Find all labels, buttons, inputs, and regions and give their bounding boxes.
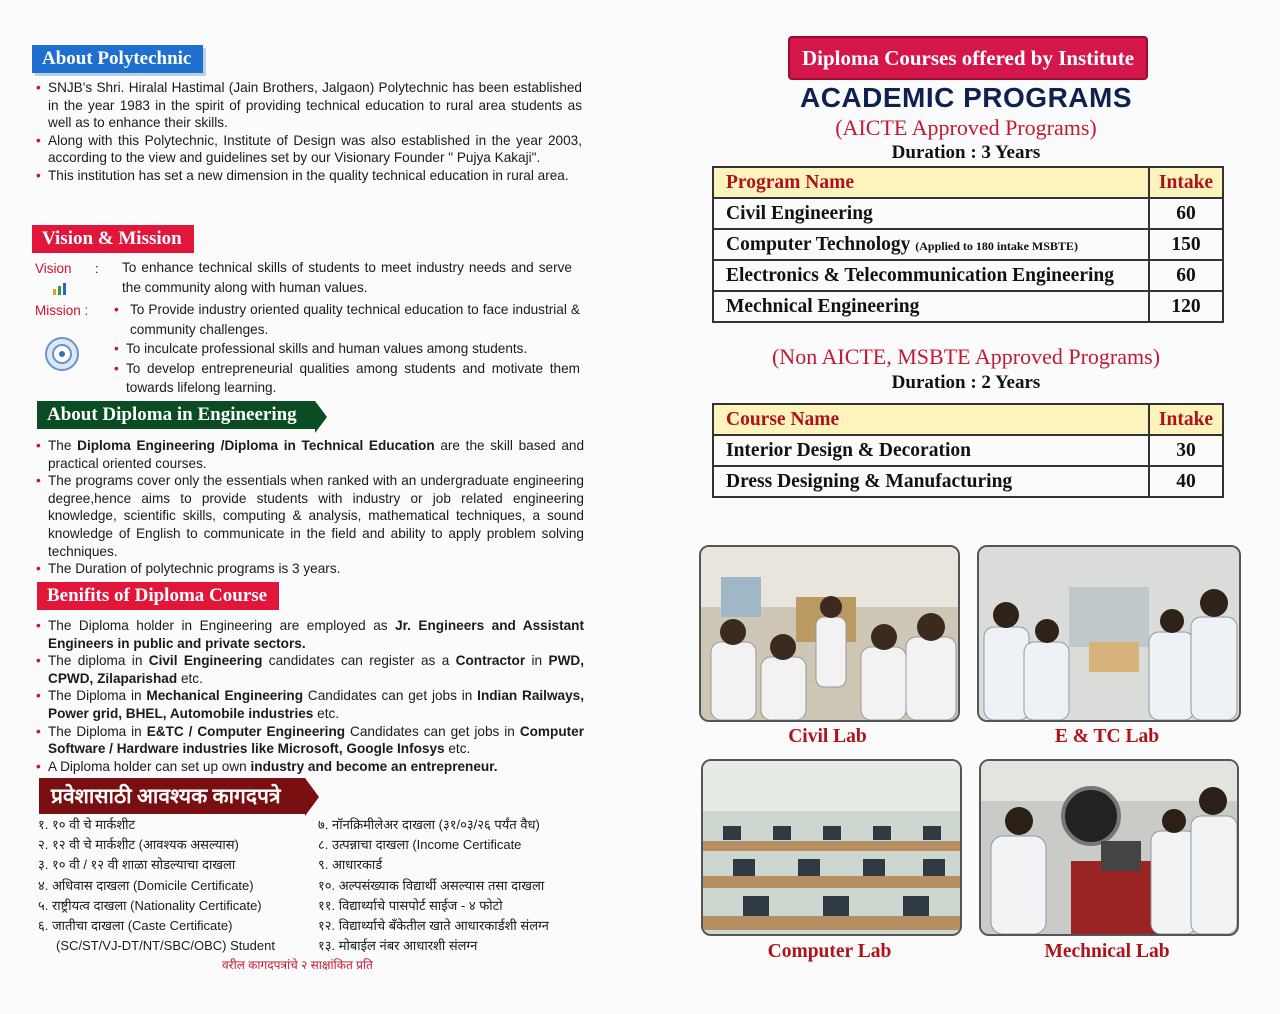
- courses-banner: Diploma Courses offered by Institute: [788, 36, 1148, 80]
- program-intake: 150: [1149, 229, 1223, 260]
- etc-lab-photo: [977, 545, 1241, 722]
- documents-heading: प्रवेशासाठी आवश्यक कागदपत्रे: [39, 778, 305, 814]
- table-row: [713, 291, 1223, 322]
- civil-lab-caption: Civil Lab: [788, 726, 867, 747]
- column-header: Course Name: [713, 404, 1149, 435]
- list-item: • A Diploma holder can set up own industry and become an entrepreneur.: [34, 758, 584, 776]
- program-name: Electronics & Telecommunication Engineering: [713, 260, 1149, 291]
- list-item: • To develop entrepreneurial qualities among students and motivate them towards lifelong learning.: [112, 359, 580, 398]
- table-header-row: [713, 167, 1223, 198]
- mechanical-lab-photo: [979, 759, 1239, 936]
- about-list: [34, 79, 582, 185]
- program-intake: 120: [1149, 291, 1223, 322]
- aicte-duration: Duration : 3 Years: [891, 142, 1041, 163]
- list-item: १०. अल्पसंख्याक विद्यार्थी असल्यास तसा दाखला: [318, 877, 545, 893]
- list-item: • The Diploma holder in Engineering are employed as Jr. Engineers and Assistant Engineers in public and private sectors.: [34, 617, 584, 652]
- table-row: [713, 260, 1223, 291]
- program-name: Computer Technology: [726, 233, 911, 255]
- list-item: • The Diploma in Mechanical Engineering Candidates can get jobs in Indian Railways, Power grid, BHEL, Automobile industries etc.: [34, 687, 584, 722]
- table-row: [713, 229, 1223, 260]
- mission-list: [112, 300, 580, 398]
- table-header-row: [713, 404, 1223, 435]
- list-item: • Along with this Polytechnic, Institute of Design was also established in the year 2003, according to the view and guidelines set by our Visionary Founder " Pujya Kakaji".: [34, 132, 582, 167]
- list-item: (SC/ST/VJ-DT/NT/SBC/OBC) Student: [38, 938, 275, 954]
- table-row: [713, 198, 1223, 229]
- table-row: [713, 466, 1223, 497]
- list-item: • The Diploma in E&TC / Computer Engineering Candidates can get jobs in Computer Software / Hardware industries like Microsoft, Google Infosys etc.: [34, 723, 584, 758]
- program-intake: 60: [1149, 198, 1223, 229]
- program-note: (Applied to 180 intake MSBTE): [915, 238, 1078, 253]
- list-item: १. १० वी चे मार्कशीट: [38, 817, 136, 832]
- list-item: • SNJB's Shri. Hiralal Hastimal (Jain Brothers, Jalgaon) Polytechnic has been established in the year 1983 in the spirit of providing technical education to rural area students as well as to enhance their skills.: [34, 79, 582, 132]
- aicte-programs-table: [712, 166, 1224, 323]
- course-intake: 40: [1149, 466, 1223, 497]
- program-name: Mechnical Engineering: [713, 291, 1149, 322]
- aicte-subtitle: (AICTE Approved Programs): [835, 115, 1097, 140]
- vision-mission-heading: Vision & Mission: [32, 225, 194, 253]
- column-header: Intake: [1149, 404, 1223, 435]
- diploma-about-list: [34, 437, 584, 578]
- non-aicte-duration: Duration : 2 Years: [891, 372, 1041, 393]
- list-item: ४. अधिवास दाखला (Domicile Certificate): [38, 877, 254, 893]
- non-aicte-subtitle: (Non AICTE, MSBTE Approved Programs): [771, 344, 1161, 369]
- computer-lab-caption: Computer Lab: [767, 941, 892, 962]
- mission-label: Mission :: [35, 303, 89, 318]
- list-item: ३. १० वी / १२ वी शाळा सोडल्याचा दाखला: [38, 857, 236, 873]
- list-item: • To Provide industry oriented quality technical education to face industrial & community challenges.: [112, 300, 580, 339]
- documents-footer: वरील कागदपत्रांचे २ साक्षांकित प्रति: [222, 958, 373, 972]
- course-name: Dress Designing & Manufacturing: [713, 466, 1149, 497]
- list-item: ७. नॉनक्रिमीलेअर दाखला (३१/०३/२६ पर्यंत वैध): [318, 817, 540, 832]
- column-header: Intake: [1149, 167, 1223, 198]
- vision-label: Vision: [35, 261, 72, 276]
- program-name-cell: [713, 229, 1149, 260]
- non-aicte-table: [712, 403, 1224, 498]
- benefits-heading: Benifits of Diploma Course: [37, 582, 279, 610]
- list-item: ९. आधारकार्ड: [318, 857, 383, 873]
- list-item: • This institution has set a new dimension in the quality technical education in rural area.: [34, 167, 582, 185]
- etc-lab-caption: E & TC Lab: [1054, 726, 1160, 747]
- column-header: Program Name: [713, 167, 1149, 198]
- documents-right: [318, 815, 593, 956]
- vision-text: To enhance technical skills of students to meet industry needs and serve the community along with human values.: [122, 260, 572, 295]
- target-icon: [44, 334, 84, 379]
- list-item: ५. राष्ट्रीयत्व दाखला (Nationality Certificate): [38, 897, 262, 913]
- list-item: ६. जातीचा दाखला (Caste Certificate): [38, 918, 233, 934]
- benefits-list: [34, 617, 584, 775]
- civil-lab-photo: [699, 545, 960, 722]
- course-name: Interior Design & Decoration: [713, 435, 1149, 466]
- course-intake: 30: [1149, 435, 1223, 466]
- page-title: ACADEMIC PROGRAMS: [799, 82, 1133, 113]
- list-item: • To inculcate professional skills and human values among students.: [112, 339, 580, 359]
- list-item: ८. उत्पन्नाचा दाखला (Income Certificate: [318, 837, 522, 853]
- list-item: १२. विद्यार्थ्याचे बँकेतील खाते आधारकार्डशी संलग्न: [318, 918, 549, 934]
- list-item: • The Diploma Engineering /Diploma in Technical Education are the skill based and practical oriented courses.: [34, 437, 584, 472]
- diploma-about-heading: About Diploma in Engineering: [37, 401, 315, 429]
- program-intake: 60: [1149, 260, 1223, 291]
- list-item: • The diploma in Civil Engineering candidates can register as a Contractor in PWD, CPWD, Zilaparishad etc.: [34, 652, 584, 687]
- mechanical-lab-caption: Mechnical Lab: [1044, 941, 1170, 962]
- program-name: Civil Engineering: [713, 198, 1149, 229]
- documents-left: [38, 815, 308, 956]
- computer-lab-photo: [701, 759, 962, 936]
- table-row: [713, 435, 1223, 466]
- about-heading: About Polytechnic: [32, 45, 203, 73]
- vision-colon: :: [95, 261, 99, 276]
- list-item: ११. विद्यार्थ्याचे पासपोर्ट साईज - ४ फोटो: [318, 897, 503, 913]
- chart-icon: [52, 281, 70, 300]
- list-item: • The programs cover only the essentials when ranked with an undergraduate engineering degree,hence aims to provide students with industry or job related engineering knowledge, scientific skills, computing & analysis, mathematical techniques, a sound knowledge of English to communicate in the field and ability to apply problem solving techniques.: [34, 472, 584, 560]
- list-item: २. १२ वी चे मार्कशीट (आवश्यक असल्यास): [38, 837, 239, 853]
- list-item: १३. मोबाईल नंबर आधारशी संलग्न: [318, 938, 478, 954]
- list-item: • The Duration of polytechnic programs is 3 years.: [34, 560, 584, 578]
